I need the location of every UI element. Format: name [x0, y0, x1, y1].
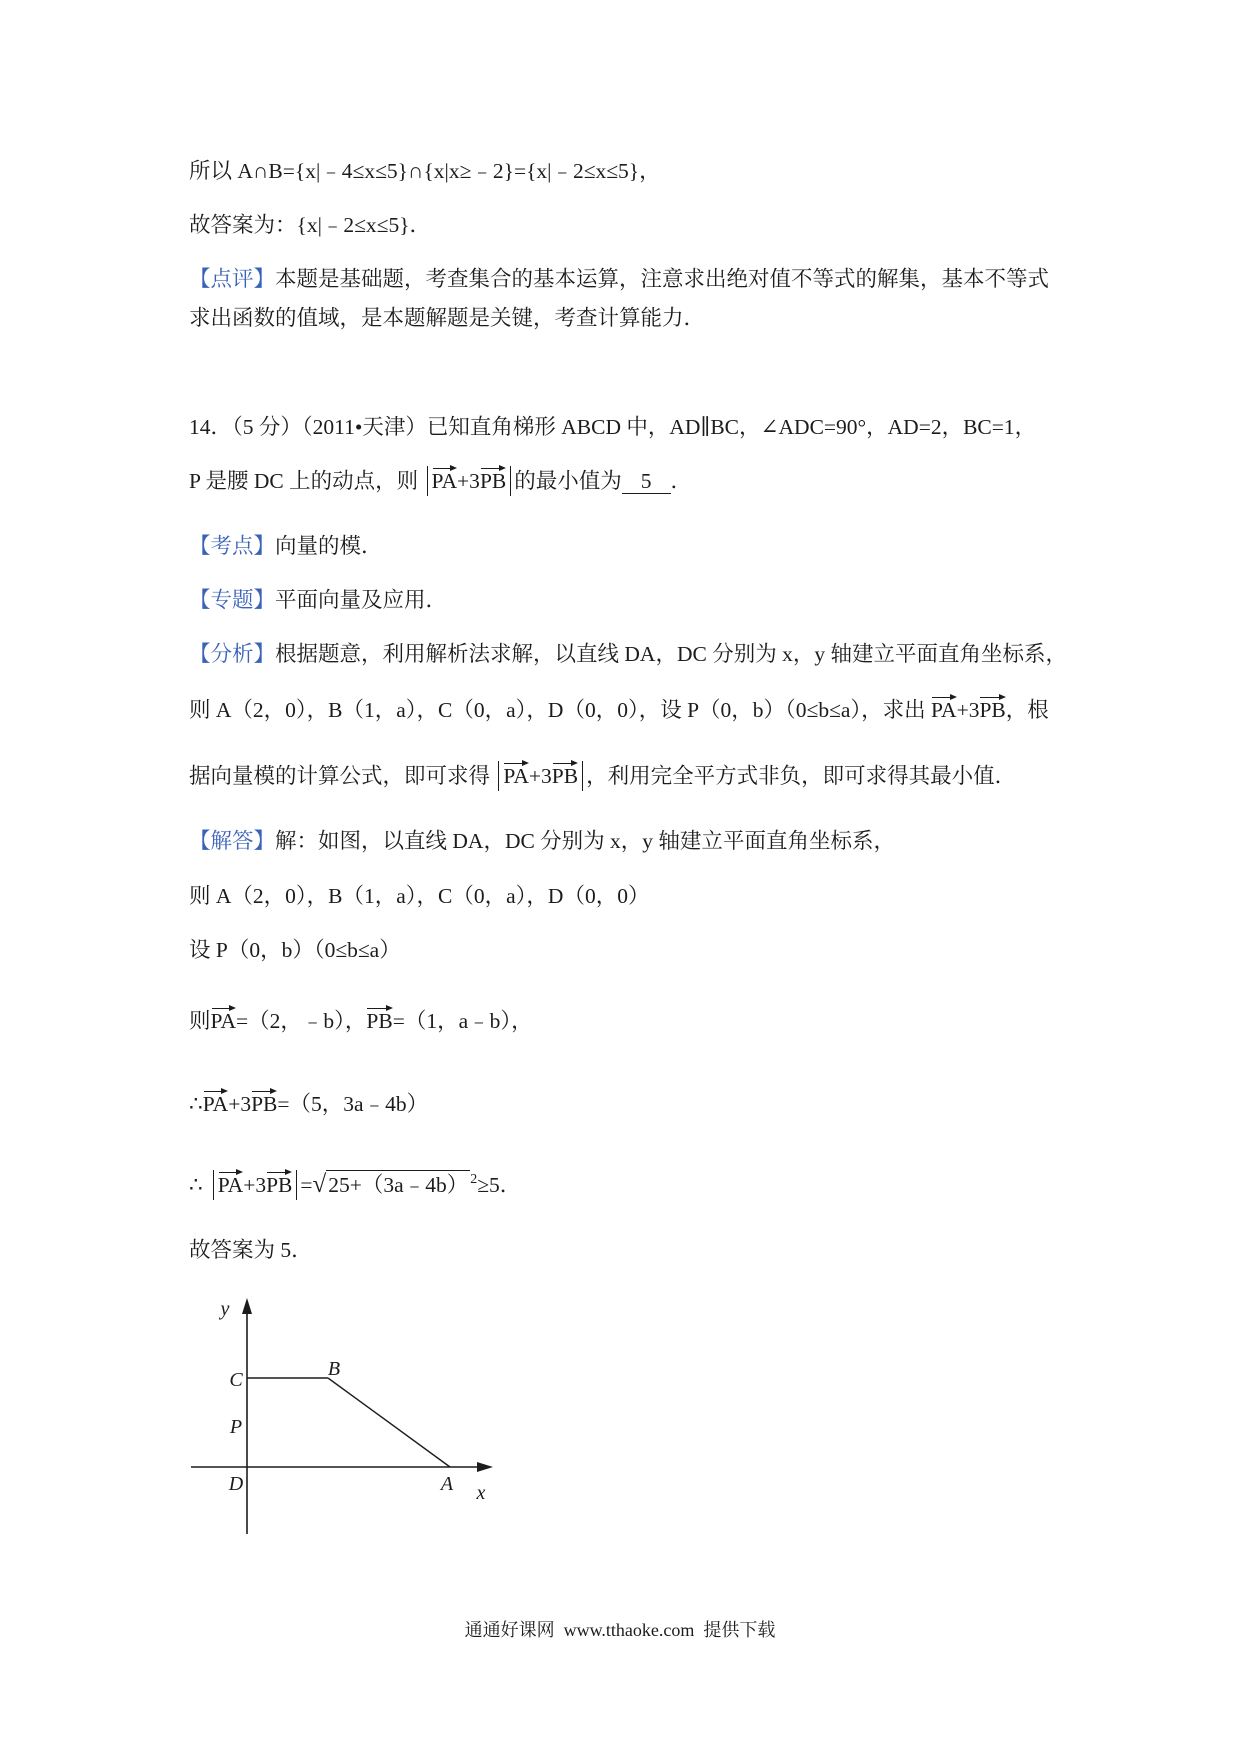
pa-value: =（2，﹣b）， — [236, 1009, 367, 1033]
topic-text: 向量的模． — [275, 534, 383, 558]
solution-line-2: 则 A（2，0），B（1，a），C（0，a），D（0，0） — [189, 884, 650, 908]
y-axis-arrow-icon — [242, 1298, 252, 1314]
analysis-tag: 【分析】 — [189, 642, 276, 666]
solution-line-6 — [189, 1165, 522, 1198]
review-text-1: 本题是基础题，考查集合的基本运算，注意求出绝对值不等式的解集，基本不等式 — [275, 267, 1050, 291]
sum-value: =（5，3a﹣4b） — [277, 1092, 429, 1116]
q13-intersection-line: 所以 A∩B={x|﹣4≤x≤5}∩{x|x≥﹣2}={x|﹣2≤x≤5}， — [189, 159, 661, 183]
vector-pb: PB — [251, 1089, 277, 1119]
q14-stem-line-2 — [189, 466, 692, 496]
exponent: 2 — [470, 1172, 478, 1187]
label-a: A — [440, 1473, 454, 1495]
therefore-symbol: ∴ — [189, 1173, 203, 1197]
analysis-line-1 — [189, 639, 1067, 669]
analysis-text-3-end: ，利用完全平方式非负，即可求得其最小值． — [586, 764, 1017, 788]
plus-three: +3 — [457, 469, 480, 493]
category-tag: 【专题】 — [189, 588, 276, 612]
page-footer: 通通好课网 www.tthaoke.com 提供下载 — [464, 1620, 776, 1640]
analysis-text-1: 根据题意，利用解析法求解，以直线 DA，DC 分别为 x，y 轴建立平面直角坐标系， — [275, 642, 1067, 666]
vector-pa: PA — [432, 466, 458, 496]
solution-line-5 — [189, 1089, 428, 1119]
vector-pb: PB — [552, 761, 578, 791]
pb-value: =（1，a﹣b）， — [392, 1009, 533, 1033]
stem-end: ． — [670, 469, 693, 493]
label-x: x — [476, 1482, 486, 1504]
q13-review-line-2: 求出函数的值域，是本题解题是关键，考查计算能力． — [189, 306, 706, 330]
vector-pb: PB — [366, 1006, 392, 1036]
solution-line-1 — [189, 826, 895, 856]
answer-blank: 5 — [622, 469, 671, 494]
solution-answer-line: 故答案为 5． — [189, 1238, 313, 1262]
vector-pb: PB — [979, 695, 1005, 725]
vector-pa: PA — [218, 1170, 244, 1200]
q13-answer-line: 故答案为：{x|﹣2≤x≤5}． — [189, 213, 432, 237]
x-axis-arrow-icon — [477, 1462, 493, 1472]
vector-pa: PA — [931, 695, 957, 725]
solution-line-3: 设 P（0，b）（0≤b≤a） — [189, 938, 401, 962]
radicand: 25+（3a﹣4b） — [326, 1170, 470, 1199]
label-c: C — [229, 1369, 243, 1391]
vector-pa: PA — [211, 1006, 237, 1036]
vector-pb: PB — [480, 466, 506, 496]
vector-magnitude — [213, 1170, 298, 1200]
plus-three: +3 — [228, 1092, 252, 1116]
topic-tag: 【考点】 — [189, 534, 276, 558]
solution-line-4 — [189, 1006, 533, 1036]
therefore-symbol: ∴ — [189, 1092, 203, 1116]
vector-pb: PB — [266, 1170, 292, 1200]
stem-text-before: P 是腰 DC 上的动点，则 — [189, 469, 424, 493]
solution-tag: 【解答】 — [189, 829, 276, 853]
analysis-text-2: 则 A（2，0），B（1，a），C（0，a），D（0，0），设 P（0，b）（0≤b≤a），求出 — [189, 698, 932, 722]
coordinate-figure — [180, 1290, 500, 1540]
stem-text-after: 的最小值为 — [514, 469, 622, 493]
label-b: B — [327, 1358, 341, 1380]
q13-review-line-1 — [189, 264, 1049, 294]
q14-stem-line-1: 14．（5 分）（2011•天津）已知直角梯形 ABCD 中，AD∥BC，∠ADC=90°，AD=2，BC=1， — [189, 415, 1037, 439]
label-p: P — [229, 1416, 243, 1438]
segment-ba — [328, 1378, 450, 1467]
plus-three: +3 — [956, 698, 980, 722]
vector-pa: PA — [203, 1089, 229, 1119]
analysis-text-3: 据向量模的计算公式，即可求得 — [189, 764, 496, 788]
label-d: D — [228, 1473, 244, 1495]
radical-sign: √ — [312, 1171, 327, 1198]
analysis-line-3 — [189, 761, 1016, 791]
vector-magnitude — [498, 761, 583, 791]
vector-pa: PA — [503, 761, 529, 791]
review-tag: 【点评】 — [189, 267, 276, 291]
category-text: 平面向量及应用． — [275, 588, 448, 612]
topic-line — [189, 531, 383, 561]
plus-three: +3 — [243, 1173, 267, 1197]
analysis-line-2 — [189, 695, 1049, 725]
vector-magnitude — [427, 466, 512, 496]
analysis-text-2-end: ，根 — [1005, 698, 1049, 722]
equals-sign: = — [300, 1173, 313, 1197]
category-line — [189, 585, 447, 615]
solution-then: 则 — [189, 1009, 211, 1033]
solution-text-1: 解：如图，以直线 DA，DC 分别为 x，y 轴建立平面直角坐标系， — [275, 829, 895, 853]
inequality-result: ≥5． — [477, 1173, 522, 1197]
plus-three: +3 — [528, 764, 552, 788]
label-y: y — [220, 1298, 230, 1320]
